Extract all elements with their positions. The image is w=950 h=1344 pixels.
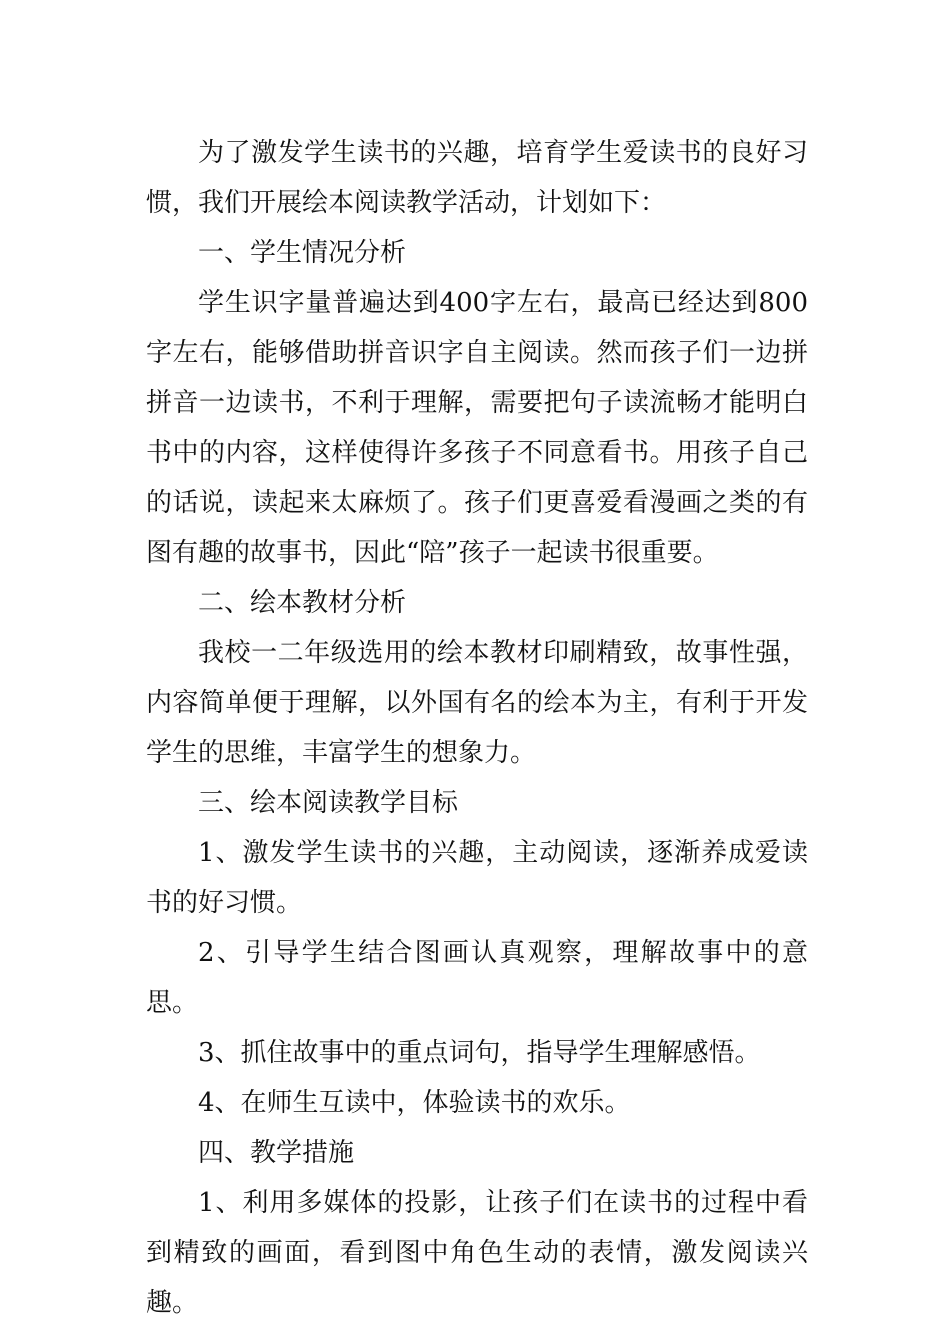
- student-analysis-paragraph: 学生识字量普遍达到400字左右，最高已经达到800字左右，能够借助拼音识字自主阅读。然而孩子们一边拼拼音一边读书，不利于理解，需要把句子读流畅才能明白书中的内容，这样使得许多孩子不同意看书。用孩子自己的话说，读起来太麻烦了。孩子们更喜爱看漫画之类的有图有趣的故事书，因此“陪”孩子一起读书很重要。: [146, 288, 808, 568]
- intro-paragraph: 为了激发学生读书的兴趣，培育学生爱读书的良好习惯，我们开展绘本阅读教学活动，计划如下：: [146, 138, 808, 218]
- goal-item-1: 1、激发学生读书的兴趣，主动阅读，逐渐养成爱读书的好习惯。: [146, 838, 808, 918]
- section-heading-student-analysis: 一、学生情况分析: [198, 238, 407, 268]
- document-body: [146, 128, 808, 1328]
- textbook-analysis-paragraph: 我校一二年级选用的绘本教材印刷精致，故事性强，内容简单便于理解，以外国有名的绘本为主，有利于开发学生的思维，丰富学生的想象力。: [146, 638, 808, 768]
- goal-item-4: 4、在师生互读中，体验读书的欢乐。: [198, 1088, 631, 1118]
- measure-item-1: 1、利用多媒体的投影，让孩子们在读书的过程中看到精致的画面，看到图中角色生动的表情，激发阅读兴趣。: [146, 1188, 808, 1318]
- section-heading-teaching-goals: 三、绘本阅读教学目标: [198, 788, 459, 818]
- section-heading-textbook-analysis: 二、绘本教材分析: [198, 588, 407, 618]
- goal-item-3: 3、抓住故事中的重点词句，指导学生理解感悟。: [198, 1038, 761, 1068]
- goal-item-2: 2、引导学生结合图画认真观察，理解故事中的意思。: [146, 938, 808, 1018]
- section-heading-teaching-measures: 四、教学措施: [198, 1138, 355, 1168]
